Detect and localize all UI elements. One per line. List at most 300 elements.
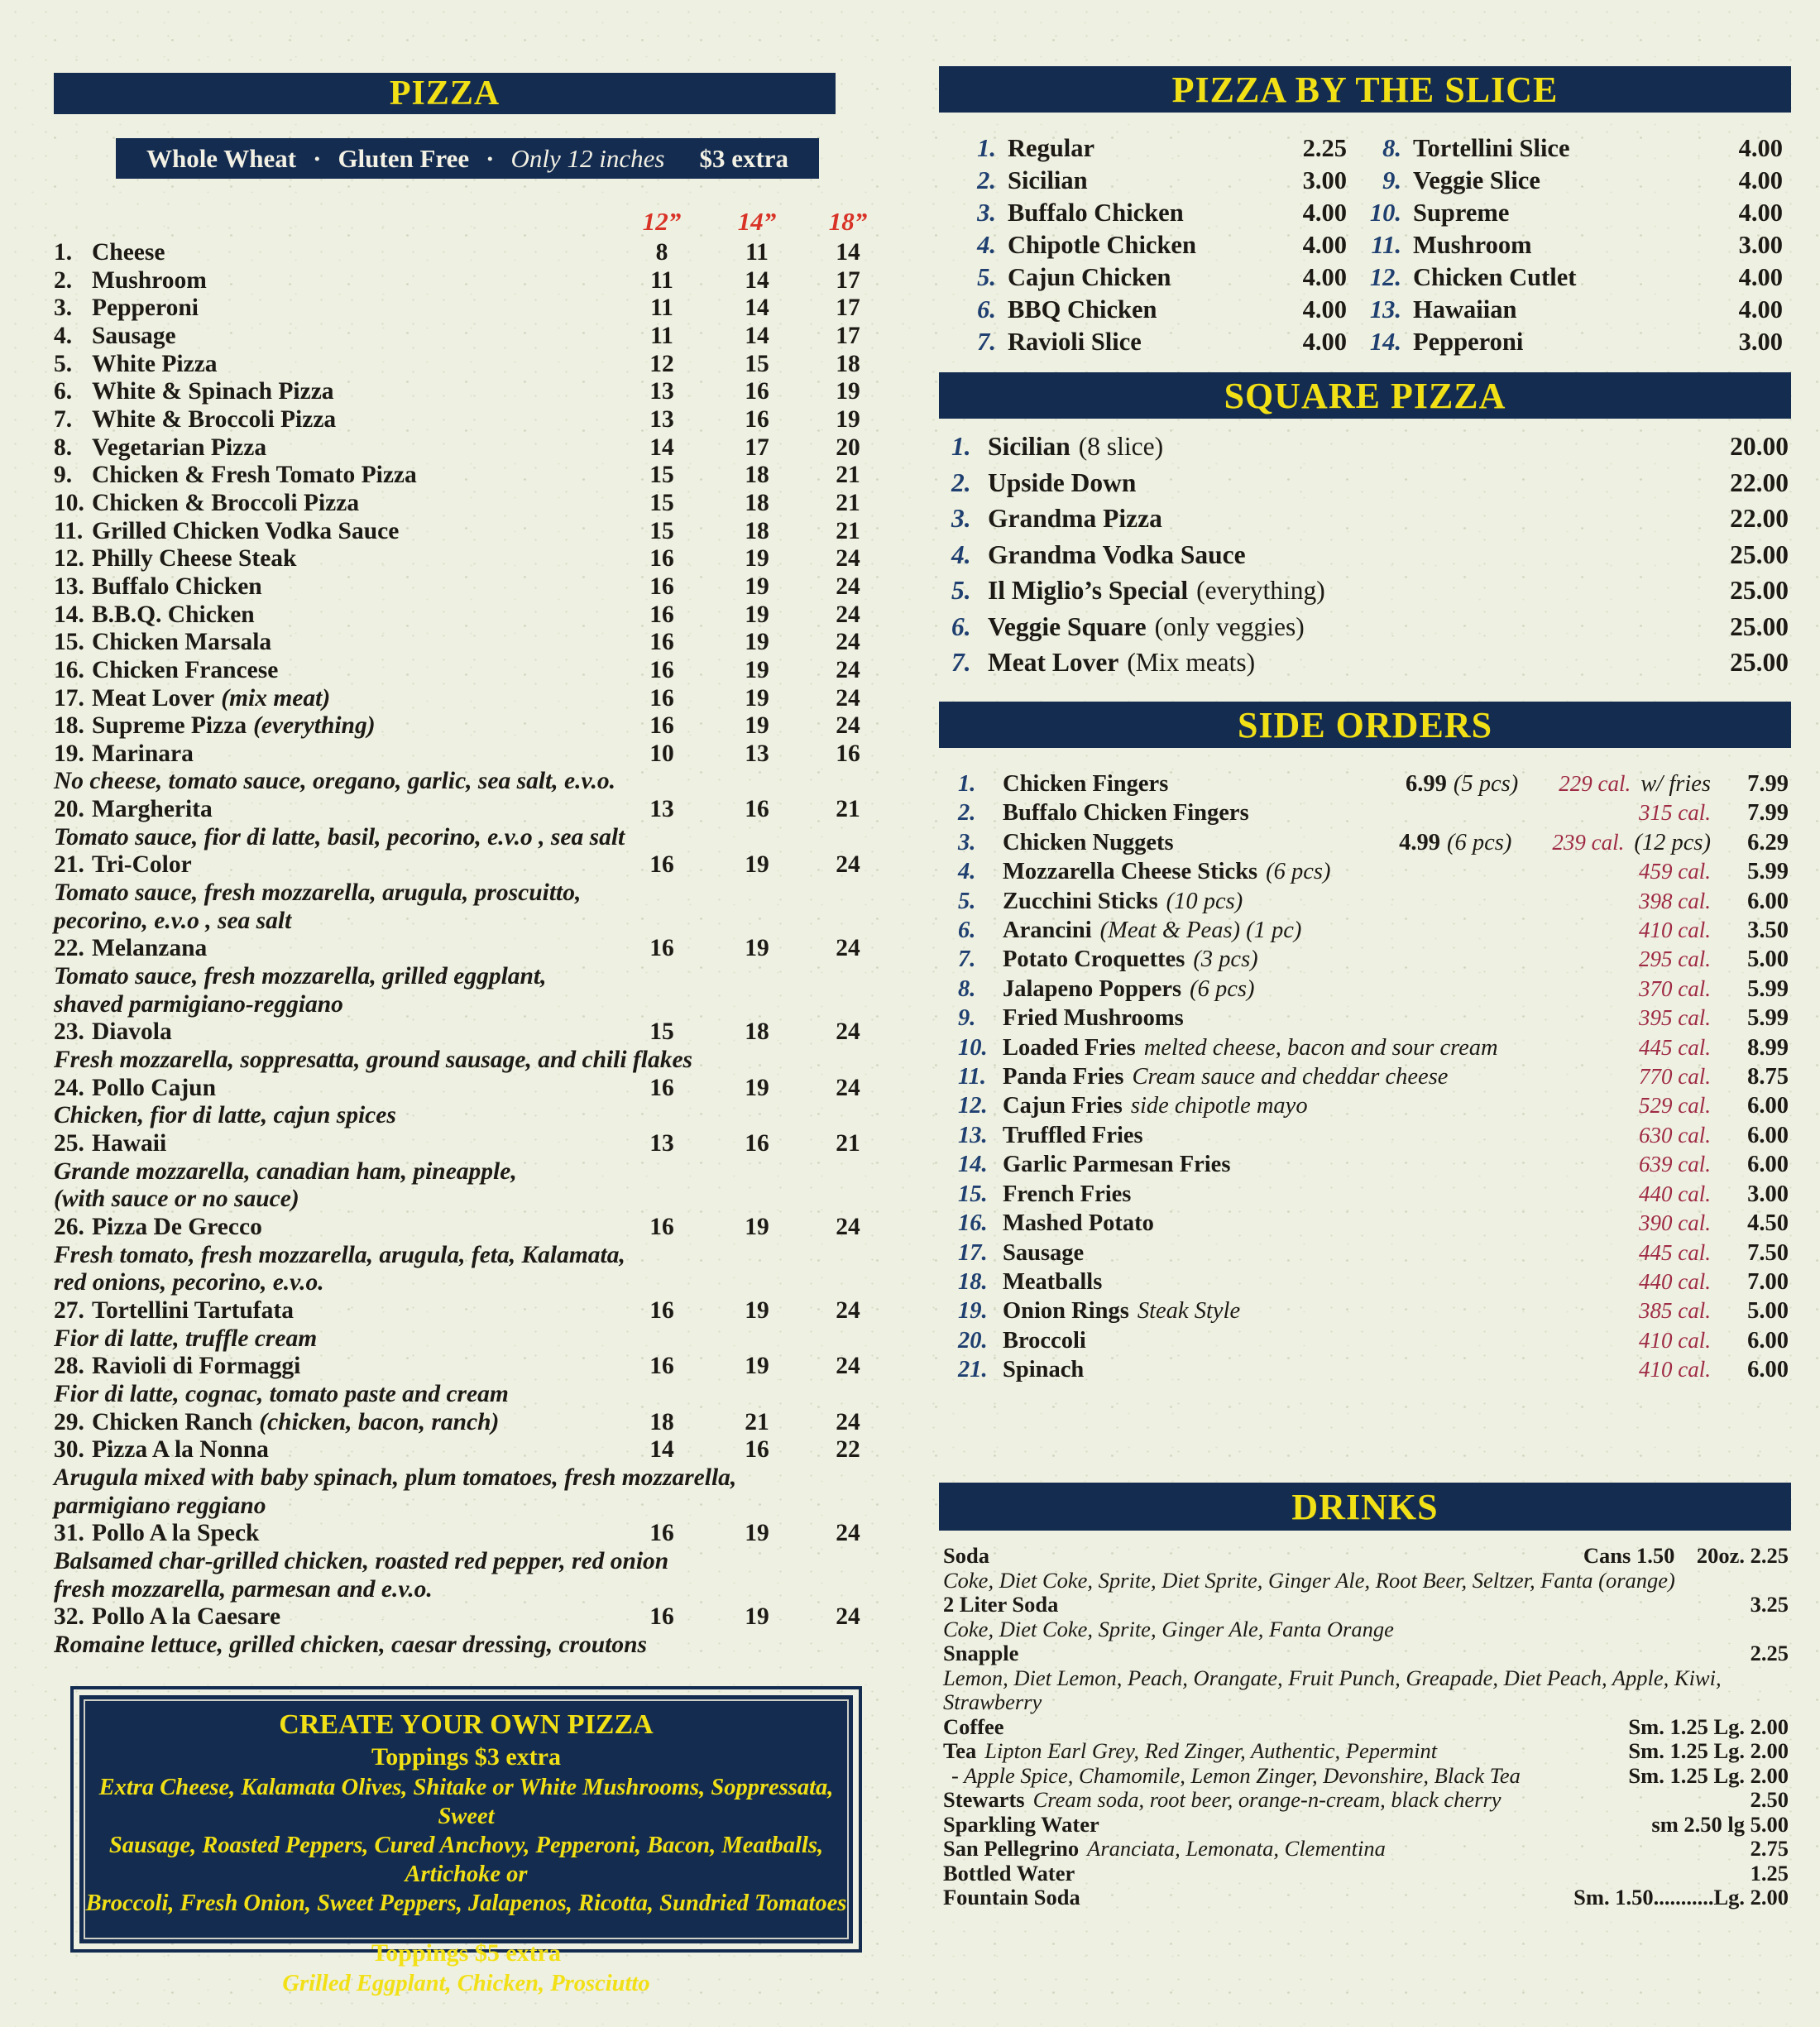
toppings-3-line: Sausage, Roasted Peppers, Cured Anchovy, Pepperoni, Bacon, Meatballs, Artichoke or: [108, 1833, 824, 1887]
drink-varieties: Lipton Earl Grey, Red Zinger, Authentic, Pepermint: [984, 1738, 1438, 1763]
side-order-price: 6.00: [1747, 1093, 1789, 1119]
side-order-pricing: [1598, 887, 1789, 916]
pizza-item-number: 10.: [54, 489, 84, 516]
side-order-calories: 529 cal.: [1639, 1093, 1711, 1119]
side-order-price: 5.99: [1747, 975, 1789, 1002]
pizza-section-header: [54, 73, 836, 114]
side-order-calories: 229 cal.: [1559, 771, 1631, 796]
slice-item-number: 1.: [977, 134, 996, 162]
pizza-item-price: 16: [649, 684, 674, 712]
pizza-item-price: 19: [745, 629, 769, 656]
toppings-3-line: Broccoli, Fresh Onion, Sweet Peppers, Jalapenos, Ricotta, Sundried Tomatoes: [85, 1890, 847, 1916]
pizza-item-number: 15.: [54, 629, 84, 656]
side-orders-header: [939, 702, 1791, 748]
drink-name: Coffee: [943, 1713, 1004, 1739]
side-order-row: [951, 1180, 1789, 1209]
pizza-item-name: White & Broccoli Pizza: [92, 405, 337, 433]
toppings-3-list: [79, 1773, 853, 1918]
pizza-item-price: 19: [745, 1520, 769, 1547]
drink-price: 2.50: [1750, 1787, 1789, 1812]
side-order-pricing: [1598, 798, 1789, 827]
slice-item-number: 14.: [1369, 328, 1401, 356]
pizza-item-price: 16: [745, 1436, 769, 1464]
pizza-item-name: White & Spinach Pizza: [92, 378, 334, 405]
square-item-price: 20.00: [1730, 432, 1789, 461]
pizza-item-name: Mushroom: [92, 266, 207, 294]
pizza-item-price: 15: [649, 462, 674, 489]
slice-item-row: [1365, 326, 1783, 358]
side-order-pricing: [1598, 1004, 1789, 1033]
square-item-number: 3.: [951, 504, 971, 533]
pizza-item-price: 24: [836, 656, 860, 683]
pizza-item-price: 16: [649, 601, 674, 628]
pizza-item-description: parmigiano reggiano: [54, 1492, 266, 1519]
drink-name: Stewarts: [943, 1787, 1025, 1812]
pizza-item-row: [54, 1353, 881, 1381]
pizza-item-name: B.B.Q. Chicken: [92, 601, 255, 628]
pizza-item-price: 16: [745, 796, 769, 823]
pizza-item-price: 24: [836, 545, 860, 573]
drink-item-row: [943, 1764, 1789, 1789]
side-order-row: [951, 1355, 1789, 1384]
side-order-pricing: [1598, 1121, 1789, 1150]
pizza-item-price: 18: [836, 350, 860, 377]
pizza-item-price: 18: [745, 489, 769, 516]
pizza-item-name: Vegetarian Pizza: [92, 434, 267, 461]
side-order-description: (6 pcs): [1266, 859, 1331, 885]
pizza-item-row: [54, 378, 881, 406]
pizza-item-price: 16: [649, 1074, 674, 1101]
side-order-number: 17.: [958, 1239, 988, 1266]
slice-item-name: Regular: [1008, 134, 1095, 162]
pizza-item-price: 19: [745, 712, 769, 740]
square-item-name: Upside Down: [988, 467, 1137, 497]
side-order-row: [951, 1062, 1789, 1091]
side-order-row: [951, 975, 1789, 1004]
slice-item-price: 4.00: [1302, 263, 1347, 291]
square-item-name: Veggie Square: [988, 611, 1147, 641]
pizza-item-price: 16: [649, 656, 674, 683]
slice-item-name: BBQ Chicken: [1008, 295, 1157, 323]
side-order-row: [951, 1033, 1789, 1062]
pizza-item-price: 15: [649, 1018, 674, 1046]
pizza-item-price: 24: [836, 935, 860, 962]
pizza-item-price: 19: [836, 378, 860, 405]
side-order-description: (3 pcs): [1193, 946, 1258, 973]
pizza-item-name: Chicken & Broccoli Pizza: [92, 489, 360, 516]
pizza-item-row: [54, 462, 881, 490]
pizza-item-price: 19: [745, 1213, 769, 1240]
pizza-item-name: Pizza De Grecco: [92, 1213, 262, 1240]
slice-item-row: [960, 294, 1347, 326]
square-pizza-title: SQUARE PIZZA: [1224, 375, 1506, 416]
pizza-item-price: 19: [745, 1603, 769, 1631]
side-order-description: Steak Style: [1137, 1298, 1241, 1325]
side-order-row: [951, 1326, 1789, 1355]
side-order-row: [951, 1091, 1789, 1120]
slice-item-price: 4.00: [1302, 231, 1347, 259]
pizza-item-price: 16: [649, 935, 674, 962]
pizza-item-description: No cheese, tomato sauce, oregano, garlic, sea salt, e.v.o.: [54, 768, 615, 795]
drink-flavors-line: Coke, Diet Coke, Sprite, Diet Sprite, Ginger Ale, Root Beer, Seltzer, Fanta (orange): [943, 1567, 1675, 1593]
side-order-number: 21.: [958, 1357, 988, 1383]
pizza-item-name: Chicken Francese: [92, 656, 279, 683]
side-order-price: 5.00: [1747, 1298, 1789, 1325]
pizza-item-price: 11: [650, 266, 673, 294]
pizza-item-price: 16: [649, 545, 674, 573]
square-item-row: [951, 429, 1789, 465]
side-order-price: 7.99: [1747, 771, 1789, 797]
pizza-item-row: [54, 267, 881, 295]
side-order-row: [951, 798, 1789, 827]
side-order-calories: 440 cal.: [1639, 1268, 1711, 1294]
side-order-name: Loaded Fries: [1003, 1034, 1136, 1061]
square-item-note: (8 slice): [1078, 432, 1164, 461]
side-order-description: melted cheese, bacon and sour cream: [1143, 1034, 1498, 1061]
pizza-item-description: Arugula mixed with baby spinach, plum tomatoes, fresh mozzarella,: [54, 1464, 737, 1491]
pizza-item-price: 24: [836, 712, 860, 740]
drinks-title: DRINKS: [1291, 1486, 1439, 1527]
square-item-note: (Mix meats): [1127, 648, 1256, 677]
pizza-item-number: 14.: [54, 601, 84, 628]
side-order-row: [951, 1209, 1789, 1238]
pizza-item-number: 1.: [54, 239, 73, 266]
side-order-price: 8.99: [1747, 1034, 1789, 1061]
side-order-pricing: [1598, 1180, 1789, 1209]
pizza-item-price: 12: [649, 350, 674, 377]
slice-item-price: 4.00: [1738, 199, 1783, 227]
side-order-small-price-note: (6 pcs): [1447, 829, 1512, 855]
side-order-number: 4.: [958, 859, 976, 885]
drink-item-row: [943, 1862, 1789, 1886]
pizza-item-name: Chicken Ranch: [92, 1408, 253, 1435]
pizza-item-price: 24: [836, 1408, 860, 1435]
slice-item-row: [960, 165, 1347, 197]
pizza-item-number: 27.: [54, 1296, 84, 1324]
pizza-item-price: 11: [745, 239, 769, 266]
side-order-name: Zucchini Sticks: [1003, 888, 1158, 914]
drink-item-row: [943, 1837, 1789, 1862]
side-order-row: [951, 1239, 1789, 1267]
slice-item-name: Chipotle Chicken: [1008, 231, 1196, 259]
drinks-header: [939, 1483, 1791, 1531]
side-order-pricing: [1598, 1209, 1789, 1238]
pizza-item-price: 24: [836, 1074, 860, 1101]
pizza-item-price: 15: [745, 350, 769, 377]
side-order-price: 6.00: [1747, 1122, 1789, 1148]
pizza-item-row: [54, 1603, 881, 1632]
side-orders-list: [951, 769, 1789, 1385]
pizza-item-price: 14: [649, 434, 674, 461]
side-order-pricing: [1598, 945, 1789, 974]
pizza-item-price: 16: [649, 851, 674, 879]
pizza-item-price: 18: [745, 462, 769, 489]
side-order-price: 3.50: [1747, 918, 1789, 944]
side-order-calories: 410 cal.: [1639, 1327, 1711, 1353]
side-order-price: 8.75: [1747, 1064, 1789, 1090]
drink-name: Bottled Water: [943, 1860, 1075, 1886]
pizza-item-name: Margherita: [92, 796, 213, 823]
pizza-item-name: Cheese: [92, 239, 165, 266]
slice-item-row: [1365, 197, 1783, 229]
side-order-pricing: [1406, 769, 1789, 798]
pizza-item-price: 24: [836, 1213, 860, 1240]
slice-item-price: 3.00: [1738, 328, 1783, 356]
drink-price: sm 2.50 lg 5.00: [1651, 1811, 1789, 1837]
square-item-number: 1.: [951, 432, 971, 461]
pizza-item-price: 16: [649, 1213, 674, 1240]
toppings-5-extra-label: Toppings $5 extra: [371, 1939, 561, 1967]
side-order-name: Sausage: [1003, 1239, 1085, 1266]
pizza-item-description: Tomato sauce, fresh mozzarella, grilled eggplant,: [54, 963, 547, 990]
pizza-item-price: 15: [649, 489, 674, 516]
pizza-item-price: 19: [745, 684, 769, 712]
pizza-item-row: [54, 685, 881, 713]
square-item-price: 22.00: [1730, 504, 1789, 533]
pizza-item-price: 16: [836, 740, 860, 767]
pizza-item-row: [54, 323, 881, 351]
size-column-header: 14”: [737, 207, 777, 236]
drink-price: Sm. 1.25 Lg. 2.00: [1628, 1738, 1789, 1763]
slice-item-name: Buffalo Chicken: [1008, 199, 1184, 227]
side-order-name: Mashed Potato: [1003, 1210, 1154, 1237]
pizza-item-row: [54, 1436, 881, 1464]
side-order-number: 1.: [958, 771, 976, 797]
side-order-small-price: 4.99: [1399, 829, 1441, 855]
pizza-item-description: Balsamed char-grilled chicken, roasted red pepper, red onion: [54, 1547, 669, 1574]
side-order-name: Truffled Fries: [1003, 1122, 1143, 1148]
pizza-item-price: 17: [836, 295, 860, 322]
side-order-pricing: [1598, 1062, 1789, 1091]
pizza-item-number: 25.: [54, 1130, 84, 1157]
slice-item-number: 4.: [977, 231, 996, 259]
side-order-name: Potato Croquettes: [1003, 946, 1185, 973]
square-item-name: Grandma Vodka Sauce: [988, 539, 1246, 569]
side-order-pricing: [1598, 916, 1789, 945]
slice-item-name: Pepperoni: [1413, 328, 1524, 356]
slice-item-number: 12.: [1369, 263, 1401, 291]
pizza-item-description: Chicken, fior di latte, cajun spices: [54, 1102, 396, 1129]
side-order-number: 13.: [958, 1122, 988, 1148]
side-order-row: [951, 769, 1789, 798]
pizza-item-row: [54, 1075, 881, 1103]
pizza-item-price: 14: [745, 266, 769, 294]
side-order-pricing: [1598, 1296, 1789, 1325]
pizza-item-row: [54, 935, 881, 963]
side-order-number: 12.: [958, 1093, 988, 1119]
side-order-pricing: [1399, 828, 1789, 857]
slice-item-row: [1365, 229, 1783, 261]
pizza-item-note: (chicken, bacon, ranch): [259, 1408, 500, 1435]
side-order-description: (6 pcs): [1190, 975, 1255, 1002]
pizza-item-name: Tortellini Tartufata: [92, 1296, 294, 1324]
side-order-number: 7.: [958, 946, 976, 973]
pizza-item-row: [54, 434, 881, 462]
pizza-item-row: [54, 740, 881, 769]
wholewheat-label: Whole Wheat: [146, 143, 297, 173]
slice-item-number: 7.: [977, 328, 996, 356]
pizza-item-name: Marinara: [92, 740, 194, 767]
pizza-item-name: Pollo A la Speck: [92, 1520, 260, 1547]
slice-item-name: Ravioli Slice: [1008, 328, 1142, 356]
slice-item-row: [960, 132, 1347, 165]
pizza-item-price: 14: [745, 295, 769, 322]
pizza-item-row: [54, 295, 881, 323]
side-order-name: Broccoli: [1003, 1327, 1086, 1354]
drink-name: Soda: [943, 1543, 989, 1568]
side-order-calories: 295 cal.: [1639, 946, 1711, 972]
side-order-price: 3.00: [1747, 1181, 1789, 1207]
side-order-number: 16.: [958, 1210, 988, 1237]
pizza-item-number: 3.: [54, 295, 73, 322]
pizza-item-row: [54, 657, 881, 685]
pizza-item-row: [54, 490, 881, 518]
side-order-number: 8.: [958, 975, 976, 1002]
drink-item-row: [943, 1788, 1789, 1813]
pizza-item-note: (everything): [253, 712, 376, 740]
slice-item-row: [960, 261, 1347, 294]
pizza-item-number: 18.: [54, 712, 84, 740]
pizza-item-number: 4.: [54, 322, 73, 349]
side-order-name: Mozzarella Cheese Sticks: [1003, 859, 1258, 885]
side-order-row: [951, 1296, 1789, 1325]
side-order-pricing: [1598, 1033, 1789, 1062]
pizza-item-price: 24: [836, 1018, 860, 1046]
side-order-row: [951, 945, 1789, 974]
pizza-item-price: 21: [836, 462, 860, 489]
square-item-price: 25.00: [1730, 576, 1789, 605]
drink-item-row: [943, 1715, 1789, 1740]
drink-name: San Pellegrino: [943, 1836, 1080, 1861]
side-order-name: Spinach: [1003, 1357, 1085, 1383]
square-item-number: 5.: [951, 576, 971, 605]
drink-name: Tea: [943, 1738, 977, 1763]
side-order-pricing: [1598, 1150, 1789, 1179]
drink-price: 3.25: [1750, 1592, 1789, 1617]
toppings-5-list: [79, 1969, 853, 1998]
slice-item-price: 4.00: [1302, 295, 1347, 323]
side-order-row: [951, 887, 1789, 916]
pizza-item-row: [54, 518, 881, 546]
pizza-item-price: 17: [836, 266, 860, 294]
slice-item-name: Cajun Chicken: [1008, 263, 1171, 291]
size-column-header: 12”: [642, 207, 682, 236]
pizza-item-description: shaved parmigiano-reggiano: [54, 990, 343, 1018]
slice-item-name: Hawaiian: [1413, 295, 1517, 323]
square-item-name: Meat Lover: [988, 648, 1119, 677]
side-order-pricing: [1598, 1091, 1789, 1120]
pizza-item-price: 13: [649, 796, 674, 823]
pizza-item-price: 16: [745, 378, 769, 405]
pizza-item-number: 28.: [54, 1353, 84, 1380]
side-order-calories: 390 cal.: [1639, 1210, 1711, 1236]
pizza-item-name: Supreme Pizza: [92, 712, 247, 740]
pizza-item-number: 8.: [54, 434, 73, 461]
toppings-3-line: Extra Cheese, Kalamata Olives, Shitake or White Mushrooms, Soppressata, Sweet: [98, 1775, 834, 1829]
side-orders-title: SIDE ORDERS: [1237, 704, 1493, 745]
slice-list-right: [1365, 132, 1783, 358]
drink-price: Sm. 1.25 Lg. 2.00: [1628, 1713, 1789, 1739]
pizza-item-price: 16: [649, 573, 674, 600]
pizza-item-price: 14: [836, 239, 860, 266]
drink-price: 2.25: [1750, 1641, 1789, 1665]
square-pizza-list: [951, 429, 1789, 681]
pizza-item-price: 20: [836, 434, 860, 461]
side-order-description: side chipotle mayo: [1130, 1093, 1308, 1119]
pizza-item-number: 6.: [54, 378, 73, 405]
slice-item-name: Chicken Cutlet: [1413, 263, 1577, 291]
pizza-item-price: 16: [745, 1130, 769, 1157]
drink-name: Fountain Soda: [943, 1885, 1080, 1910]
side-order-number: 3.: [958, 829, 976, 855]
pizza-item-price: 19: [745, 1353, 769, 1380]
drink-item-row: [943, 1641, 1789, 1666]
pizza-item-name: Melanzana: [92, 935, 208, 962]
side-order-calories: 410 cal.: [1639, 918, 1711, 943]
side-order-pricing: [1598, 1239, 1789, 1267]
pizza-item-number: 22.: [54, 935, 84, 962]
side-order-calories: 410 cal.: [1639, 1357, 1711, 1382]
pizza-item-row: [54, 601, 881, 630]
drink-flavors-line: Coke, Diet Coke, Sprite, Ginger Ale, Fanta Orange: [943, 1616, 1394, 1641]
pizza-by-the-slice-title: PIZZA BY THE SLICE: [1171, 69, 1559, 110]
pizza-item-price: 13: [649, 405, 674, 433]
pizza-item-row: [54, 1297, 881, 1325]
pizza-item-number: 24.: [54, 1074, 84, 1101]
slice-item-number: 9.: [1382, 166, 1401, 194]
pizza-item-price: 13: [745, 740, 769, 767]
side-order-pricing: [1598, 857, 1789, 886]
drink-name: Snapple: [943, 1641, 1019, 1665]
drink-price: Sm. 1.25 Lg. 2.00: [1628, 1762, 1789, 1788]
side-order-price: 4.50: [1747, 1210, 1789, 1237]
side-order-description: (Meat & Peas) (1 pc): [1099, 918, 1302, 944]
pizza-item-description: fresh mozzarella, parmesan and e.v.o.: [54, 1575, 433, 1603]
slice-item-name: Tortellini Slice: [1413, 134, 1570, 162]
side-order-row: [951, 916, 1789, 945]
pizza-item-description: Tomato sauce, fior di latte, basil, pecorino, e.v.o , sea salt: [54, 823, 625, 851]
square-item-number: 7.: [951, 648, 971, 677]
slice-item-name: Sicilian: [1008, 166, 1088, 194]
pizza-item-price: 24: [836, 1603, 860, 1631]
side-order-calories: 239 cal.: [1552, 829, 1625, 855]
pizza-item-number: 26.: [54, 1213, 84, 1240]
pizza-item-list: [54, 239, 881, 1659]
drink-price: 1.25: [1750, 1860, 1789, 1886]
square-item-price: 25.00: [1730, 611, 1789, 641]
drink-item-row: [943, 1886, 1789, 1910]
slice-item-number: 2.: [977, 166, 996, 194]
side-order-price-note: w/ fries: [1640, 771, 1711, 797]
side-order-row: [951, 1267, 1789, 1296]
slice-item-price: 4.00: [1738, 166, 1783, 194]
drink-price: 2.75: [1750, 1836, 1789, 1861]
side-order-name: Garlic Parmesan Fries: [1003, 1152, 1231, 1178]
pizza-item-description: Fior di latte, truffle cream: [54, 1325, 318, 1352]
pizza-item-name: Diavola: [92, 1018, 172, 1046]
square-item-name: Grandma Pizza: [988, 504, 1162, 533]
pizza-item-price: 10: [649, 740, 674, 767]
side-order-name: Onion Rings: [1003, 1298, 1129, 1325]
slice-item-number: 6.: [977, 295, 996, 323]
side-order-price: 5.99: [1747, 859, 1789, 885]
separator-dot: ·: [313, 143, 322, 173]
side-order-price: 7.50: [1747, 1239, 1789, 1266]
pizza-item-price: 19: [745, 545, 769, 573]
drink-varieties: Aranciata, Lemonata, Clementina: [1087, 1836, 1386, 1861]
pizza-item-row: [54, 796, 881, 824]
size-column-header: 18”: [828, 207, 868, 236]
